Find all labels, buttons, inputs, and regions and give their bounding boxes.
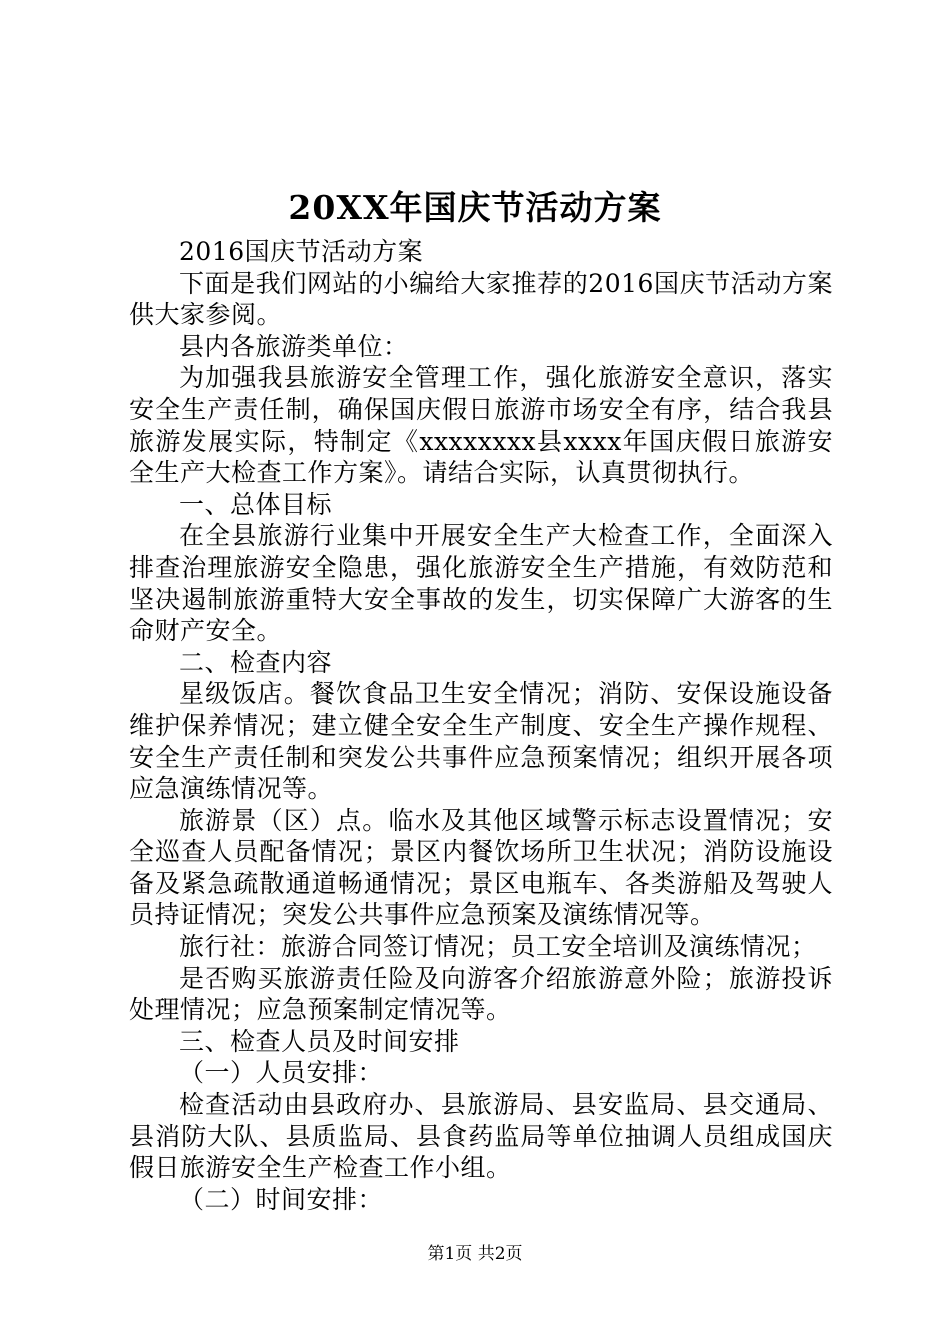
document-title: 20XX年国庆节活动方案 bbox=[288, 188, 662, 227]
document-body bbox=[129, 236, 833, 1215]
page-footer: 第1页 共2页 bbox=[427, 1244, 523, 1264]
section-heading: 二、检查内容 bbox=[179, 647, 333, 677]
paragraph: 在全县旅游行业集中开展安全生产大检查工作，全面深入排查治理旅游安全隐患，强化旅游安全生产措施，有效防范和坚决遏制旅游重特大安全事故的发生，切实保障广大游客的生命财产安全。 bbox=[129, 521, 833, 646]
section-heading: 三、检查人员及时间安排 bbox=[179, 1026, 460, 1056]
paragraph: 检查活动由县政府办、县旅游局、县安监局、县交通局、县消防大队、县质监局、县食药监局等单位抽调人员组成国庆假日旅游安全生产检查工作小组。 bbox=[129, 1090, 833, 1183]
paragraph: 旅行社：旅游合同签订情况；员工安全培训及演练情况； bbox=[179, 932, 817, 962]
subsection-heading: （二）时间安排： bbox=[179, 1184, 384, 1214]
paragraph: 为加强我县旅游安全管理工作，强化旅游安全意识，落实安全生产责任制，确保国庆假日旅游市场安全有序，结合我县旅游发展实际，特制定《xxxxxxxx县xxxx年国庆假日旅游安全生产大检查工作方案》。请结合实际，认真贯彻执行。 bbox=[129, 363, 833, 488]
subsection-heading: （一）人员安排： bbox=[179, 1058, 384, 1088]
paragraph: 下面是我们网站的小编给大家推荐的2016国庆节活动方案供大家参阅。 bbox=[129, 268, 833, 330]
paragraph: 县内各旅游类单位： bbox=[179, 331, 409, 361]
paragraph: 星级饭店。餐饮食品卫生安全情况；消防、安保设施设备维护保养情况；建立健全安全生产制度、安全生产操作规程、安全生产责任制和突发公共事件应急预案情况；组织开展各项应急演练情况等。 bbox=[129, 679, 833, 804]
paragraph: 旅游景（区）点。临水及其他区域警示标志设置情况；安全巡查人员配备情况；景区内餐饮场所卫生状况；消防设施设备及紧急疏散通道畅通情况；景区电瓶车、各类游船及驾驶人员持证情况；突发公共事件应急预案及演练情况等。 bbox=[129, 805, 833, 930]
paragraph: 2016国庆节活动方案 bbox=[179, 237, 424, 266]
paragraph: 是否购买旅游责任险及向游客介绍旅游意外险；旅游投诉处理情况；应急预案制定情况等。 bbox=[129, 963, 833, 1025]
section-heading: 一、总体目标 bbox=[179, 489, 333, 519]
